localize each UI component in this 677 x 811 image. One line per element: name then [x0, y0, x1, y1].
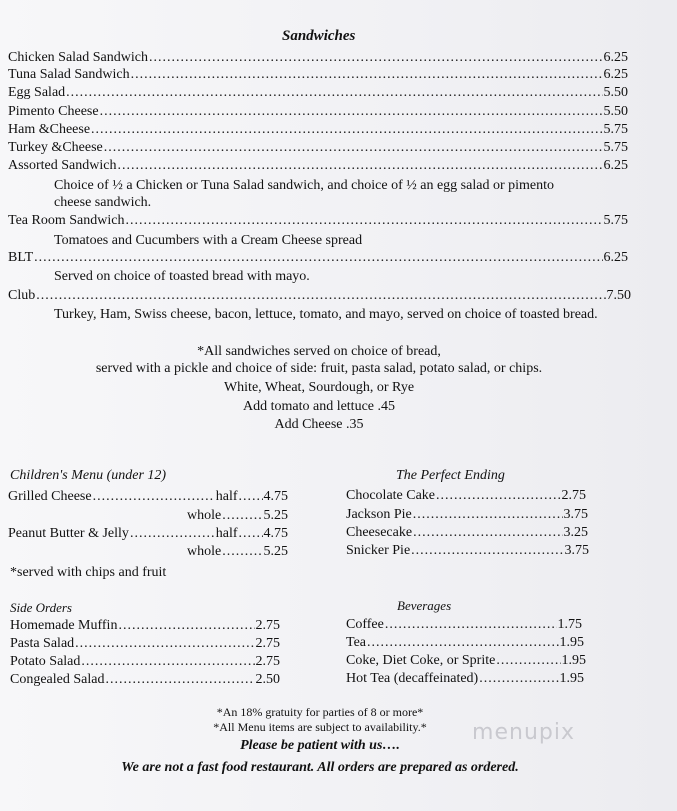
menu-item	[8, 288, 631, 304]
menu-item	[8, 104, 628, 120]
item-description: Served on choice of toasted bread with mayo.	[54, 269, 310, 284]
item-name: Ham &Cheese	[8, 122, 91, 137]
gratuity-note: *An 18% gratuity for parties of 8 or more*	[216, 705, 424, 719]
item-name: Coke, Diet Coke, or Sprite	[346, 653, 496, 668]
availability-note: *All Menu items are subject to availability.*	[213, 720, 427, 734]
item-price: 3.25	[563, 525, 588, 540]
patience-note: Please be patient with us….	[240, 738, 400, 753]
menu-item	[8, 489, 288, 505]
item-price: 1.95	[559, 671, 584, 686]
item-name: Pasta Salad	[10, 636, 75, 651]
watermark-logo: menupix	[472, 720, 575, 745]
item-name: Hot Tea (decaffeinated)	[346, 671, 479, 686]
menu-item	[346, 653, 586, 669]
item-price: 5.75	[603, 213, 628, 228]
menu-item	[346, 671, 584, 687]
item-name: Chicken Salad Sandwich	[8, 50, 148, 65]
item-name: Snicker Pie	[346, 543, 411, 558]
item-name: Assorted Sandwich	[8, 158, 117, 173]
item-name: Club	[8, 288, 36, 303]
item-price: 3.75	[563, 507, 588, 522]
item-size: half	[215, 526, 238, 541]
item-name: Tea Room Sandwich	[8, 213, 125, 228]
item-price: 5.25	[263, 508, 288, 523]
menu-item	[10, 654, 280, 670]
item-price: 6.25	[603, 250, 628, 265]
item-name: BLT	[8, 250, 34, 265]
item-price: 5.50	[603, 104, 628, 119]
menu-item	[8, 50, 628, 66]
item-name: Tea	[346, 635, 367, 650]
menu-item	[346, 507, 588, 523]
menu-item	[346, 635, 584, 651]
item-price: 1.75	[557, 617, 582, 632]
side-orders-title: Side Orders	[10, 600, 72, 615]
item-size: whole	[187, 508, 222, 523]
item-price: 2.75	[255, 636, 280, 651]
item-name: Cheesecake	[346, 525, 413, 540]
menu-item	[10, 672, 280, 688]
menu-item	[346, 617, 582, 633]
sandwich-note: served with a pickle and choice of side: fruit, pasta salad, potato salad, or chips.	[95, 361, 543, 376]
item-price: 4.75	[263, 526, 288, 541]
item-name: Egg Salad	[8, 85, 66, 100]
menu-item	[10, 636, 280, 652]
item-name: Grilled Cheese	[8, 489, 92, 504]
item-price: 5.75	[603, 122, 628, 137]
item-name: Chocolate Cake	[346, 488, 436, 503]
menu-item	[8, 526, 288, 542]
item-size: half	[215, 489, 238, 504]
item-price: 5.50	[603, 85, 628, 100]
item-name: Turkey &Cheese	[8, 140, 103, 155]
item-price: 5.75	[603, 140, 628, 155]
item-price: 1.95	[559, 635, 584, 650]
menu-item	[8, 158, 628, 174]
item-price: 4.75	[263, 489, 288, 504]
perfect-ending-title: The Perfect Ending	[396, 468, 505, 483]
item-price: 3.75	[564, 543, 589, 558]
item-price: 6.25	[603, 50, 628, 65]
item-price: 2.50	[255, 672, 280, 687]
item-price: 1.95	[561, 653, 586, 668]
menu-item	[8, 140, 628, 156]
item-price: 6.25	[603, 158, 628, 173]
childrens-note: *served with chips and fruit	[10, 565, 167, 580]
sandwiches-title: Sandwiches	[282, 28, 356, 44]
menu-item	[346, 488, 586, 504]
menu-item	[346, 543, 589, 559]
item-name: Homemade Muffin	[10, 618, 118, 633]
item-name: Coffee	[346, 617, 384, 632]
item-price: 6.25	[603, 67, 628, 82]
menu-item	[8, 213, 628, 229]
menu-item	[8, 85, 628, 101]
beverages-title: Beverages	[397, 598, 452, 613]
menu-item	[8, 122, 628, 138]
sandwich-note: *All sandwiches served on choice of bread,	[197, 344, 441, 359]
item-name: Congealed Salad	[10, 672, 105, 687]
item-size: whole	[187, 544, 222, 559]
item-description: Choice of ½ a Chicken or Tuna Salad sandwich, and choice of ½ an egg salad or pimento cheese sandwich.	[54, 178, 554, 210]
item-name: Jackson Pie	[346, 507, 412, 522]
item-description: Turkey, Ham, Swiss cheese, bacon, lettuce, tomato, and mayo, served on choice of toasted bread.	[54, 307, 598, 322]
childrens-menu-title: Children's Menu (under 12)	[10, 468, 167, 483]
item-price: 5.25	[263, 544, 288, 559]
item-price: 2.75	[255, 618, 280, 633]
menu-item	[187, 508, 288, 524]
menu-item	[346, 525, 588, 541]
item-description: Tomatoes and Cucumbers with a Cream Cheese spread	[54, 233, 363, 248]
menu-item	[187, 544, 288, 560]
not-fast-food-note: We are not a fast food restaurant. All orders are prepared as ordered.	[121, 760, 519, 775]
sandwich-note: Add tomato and lettuce .45	[242, 399, 396, 414]
sandwich-note: Add Cheese .35	[274, 417, 364, 432]
menu-item	[8, 67, 628, 83]
item-price: 2.75	[255, 654, 280, 669]
item-name: Peanut Butter & Jelly	[8, 526, 129, 541]
item-name: Pimento Cheese	[8, 104, 99, 119]
item-price: 7.50	[606, 288, 631, 303]
item-name: Tuna Salad Sandwich	[8, 67, 130, 82]
sandwich-note: White, Wheat, Sourdough, or Rye	[223, 380, 415, 395]
item-price: 2.75	[561, 488, 586, 503]
menu-item	[10, 618, 280, 634]
item-name: Potato Salad	[10, 654, 81, 669]
menu-item	[8, 250, 628, 266]
